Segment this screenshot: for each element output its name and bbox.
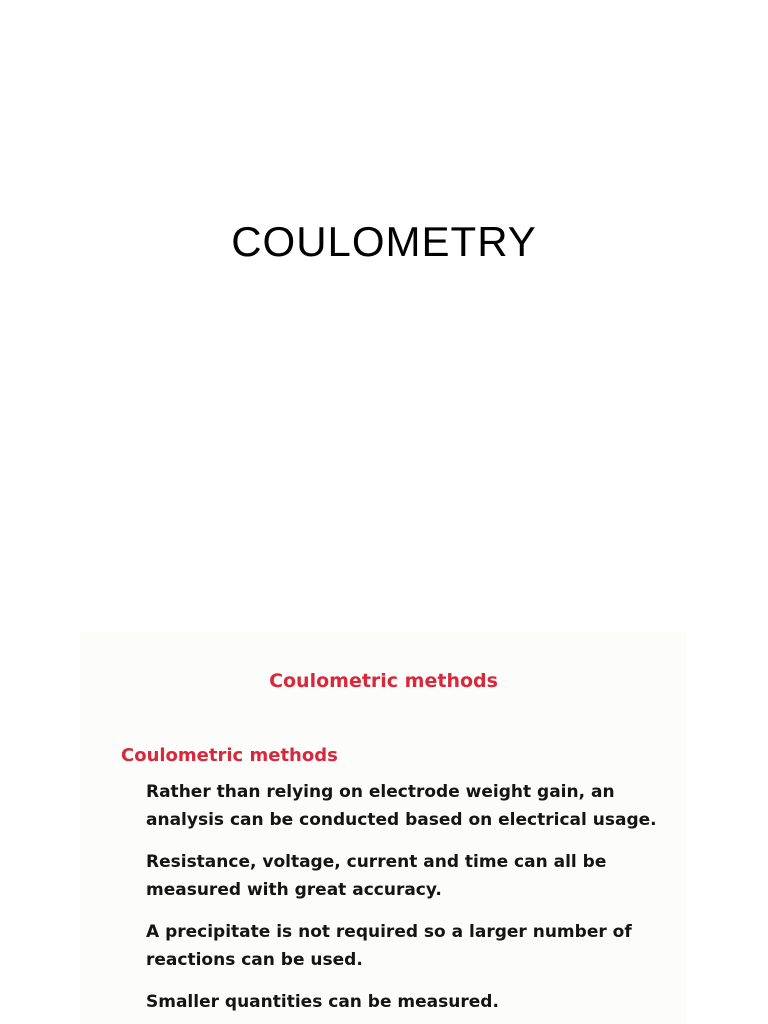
slide-heading: Coulometric methods bbox=[269, 670, 498, 692]
slide-title: COULOMETRY bbox=[231, 218, 537, 265]
slide-image bbox=[80, 632, 687, 1024]
bullet-list bbox=[146, 778, 666, 1024]
bullet-item: Resistance, voltage, current and time can all be measured with great accuracy. bbox=[146, 852, 607, 900]
bullet-item: Rather than relying on electrode weight gain, an analysis can be conducted based on electrical usage. bbox=[146, 782, 657, 830]
bullet-item: Smaller quantities can be measured. bbox=[146, 992, 499, 1012]
bullet-item: A precipitate is not required so a larger number of reactions can be used. bbox=[146, 922, 632, 970]
section-heading: Coulometric methods bbox=[121, 745, 338, 766]
